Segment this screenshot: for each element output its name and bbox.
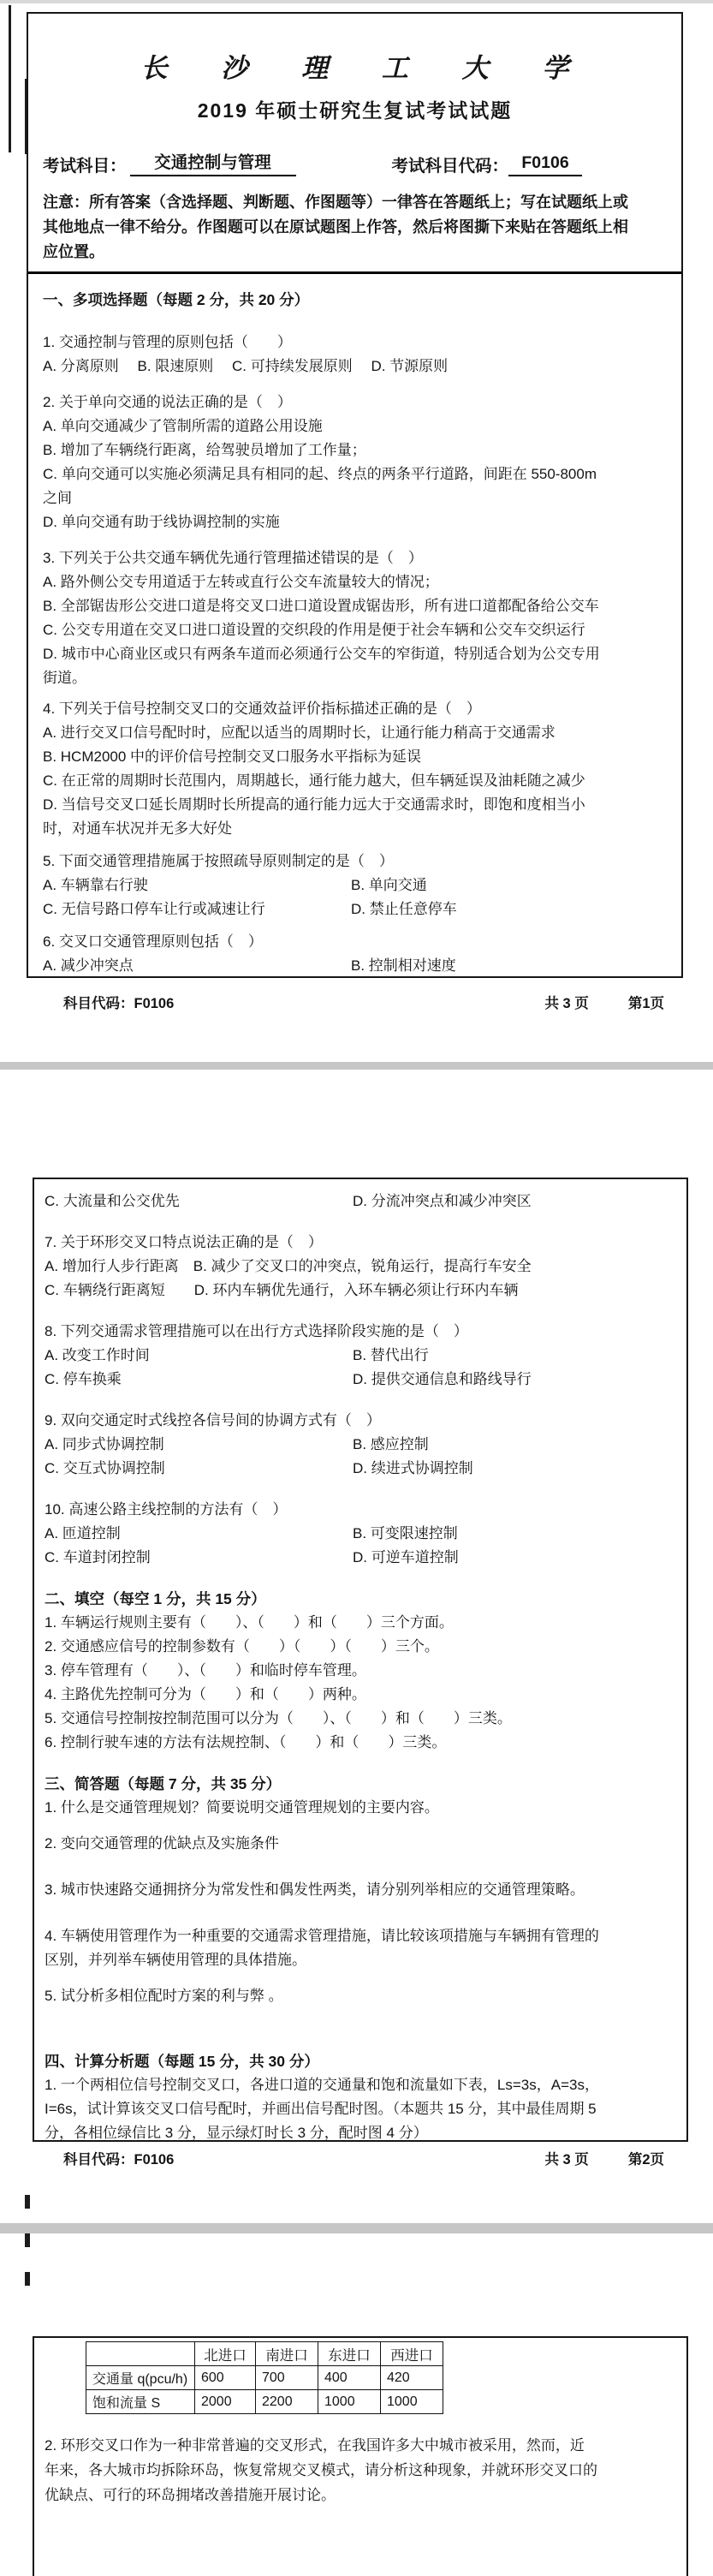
subject-code-value: F0106	[508, 153, 582, 176]
mcq-3-option-d: D. 城市中心商业区或只有两条车道而必须通行公交车的窄街道，特别适合划为公交专用	[43, 646, 600, 662]
mcq-5-options-ab	[43, 874, 667, 897]
table-header-east: 东进口	[318, 2342, 381, 2366]
mcq-8-option-a: A. 改变工作时间	[45, 1347, 150, 1363]
mcq-7-options-cd: C. 车辆绕行距离短 D. 环内车辆优先通行，入环车辆必须让行环内车辆	[45, 1282, 519, 1298]
short-3: 3. 城市快速路交通拥挤分为常发性和偶发性两类，请分别列举相应的交通管理策略。	[45, 1881, 585, 1898]
short-5: 5. 试分析多相位配时方案的利与弊 。	[45, 1988, 283, 2004]
mcq-6-option-a: A. 减少冲突点	[43, 957, 134, 974]
footer-subject-code: 科目代码：F0106	[63, 2152, 175, 2168]
mcq-3-option-c: C. 公交专用道在交叉口进口道设置的交织段的作用是便于社会车辆和公交车交织运行	[43, 622, 585, 638]
mcq-3-option-b: B. 全部锯齿形公交进口道是将交叉口进口道设置成锯齿形，所有进口道都配备给公交车	[43, 598, 599, 614]
mcq-8-stem: 8. 下列交通需求管理措施可以在出行方式选择阶段实施的是（ ）	[45, 1323, 468, 1339]
section-mcq-title: 一、多项选择题（每题 2 分，共 20 分）	[43, 291, 310, 308]
footer-page-number: 第2页	[627, 2152, 664, 2168]
volume-east: 400	[318, 2366, 381, 2390]
mcq-3-option-d-cont: 街道。	[43, 670, 86, 686]
scan-artifact	[9, 5, 11, 152]
scan-artifact	[25, 2195, 30, 2209]
mcq-6-options-ab	[43, 954, 667, 978]
table-row	[86, 2366, 443, 2390]
section-fill-title: 二、填空（每空 1 分，共 15 分）	[45, 1590, 266, 1607]
short-4: 4. 车辆使用管理作为一种重要的交通需求管理措施，请比较该项措施与车辆拥有管理的	[45, 1928, 599, 1944]
mcq-8-option-d: D. 提供交通信息和路线导行	[353, 1371, 532, 1387]
mcq-2-option-b: B. 增加了车辆绕行距离，给驾驶员增加了工作量；	[43, 442, 366, 458]
page-gap-band-1	[0, 1062, 713, 1070]
mcq-10-option-b: B. 可变限速控制	[353, 1525, 458, 1541]
mcq-6-option-d: D. 分流冲突点和减少冲突区	[353, 1193, 532, 1209]
saturation-east: 1000	[318, 2390, 381, 2414]
page-2-footer	[33, 2148, 688, 2168]
short-4-cont: 区别，并列举车辆使用管理的具体措施。	[45, 1952, 306, 1968]
volume-west: 420	[381, 2366, 443, 2390]
mcq-10-options-cd	[45, 1546, 676, 1570]
mcq-9-options-ab	[45, 1433, 676, 1457]
mcq-10-options-ab	[45, 1522, 676, 1546]
page-3-frame	[33, 2336, 688, 2576]
saturation-north: 2000	[195, 2390, 256, 2414]
mcq-3-stem: 3. 下列关于公共交通车辆优先通行管理描述错误的是（ ）	[43, 550, 423, 566]
mcq-8-option-b: B. 替代出行	[353, 1347, 429, 1363]
fill-3: 3. 停车管理有（ ）、（ ）和临时停车管理。	[45, 1662, 366, 1679]
mcq-2-option-d: D. 单向交通有助于线协调控制的实施	[43, 514, 280, 530]
row-label-volume: 交通量 q(pcu/h)	[86, 2366, 195, 2390]
mcq-4-option-d-cont: 时，对通车状况并无多大好处	[43, 820, 232, 837]
mcq-1-options: A. 分离原则 B. 限速原则 C. 可持续发展原则 D. 节源原则	[43, 358, 449, 374]
traffic-volume-table	[86, 2341, 443, 2414]
mcq-2-option-c-cont: 之间	[43, 490, 72, 506]
fill-6: 6. 控制行驶车速的方法有法规控制、（ ）和（ ）三类。	[45, 1734, 447, 1750]
calc-2-question	[45, 2433, 676, 2507]
table-corner-cell	[86, 2342, 195, 2366]
section-short-answer-title: 三、简答题（每题 7 分，共 35 分）	[45, 1775, 282, 1792]
page-gap-band-2	[0, 2223, 713, 2233]
mcq-8-options-cd	[45, 1368, 676, 1392]
footer-page-number: 第1页	[627, 996, 664, 1011]
fill-2: 2. 交通感应信号的控制参数有（ ）（ ）（ ）三个。	[45, 1638, 439, 1655]
calc-1-line3: 分，各相位绿信比 3 分，显示绿灯时长 3 分，配时图 4 分）	[45, 2125, 428, 2141]
mcq-7-options-ab: A. 增加行人步行距离 B. 减少了交叉口的冲突点，锐角运行，提高行车安全	[45, 1258, 532, 1274]
page-1-footer	[33, 992, 688, 1012]
mcq-6-options-cd	[45, 1190, 676, 1213]
short-1: 1. 什么是交通管理规划？简要说明交通管理规划的主要内容。	[45, 1799, 439, 1816]
mcq-5-option-a: A. 车辆靠右行驶	[43, 877, 148, 893]
table-header-west: 西进口	[381, 2342, 443, 2366]
table-row	[86, 2390, 443, 2414]
scan-edge-band	[0, 0, 713, 3]
volume-north: 600	[195, 2366, 256, 2390]
mcq-2-option-c: C. 单向交通可以实施必须满足具有相同的起、终点的两条平行道路，间距在 550-800m	[43, 466, 597, 482]
subject-code-label: 考试科目代码：	[391, 157, 509, 176]
fill-1: 1. 车辆运行规则主要有（ ）、（ ）和（ ）三个方面。	[45, 1614, 454, 1631]
short-2: 2. 变向交通管理的优缺点及实施条件	[45, 1835, 279, 1852]
mcq-4-stem: 4. 下列关于信号控制交叉口的交通效益评价指标描述正确的是（ ）	[43, 701, 481, 717]
mcq-9-option-d: D. 续进式协调控制	[353, 1460, 473, 1476]
notice-line: 其他地点一律不给分。作图题可以在原试题图上作答，然后将图撕下来贴在答题纸上相	[43, 218, 628, 236]
subject-label: 考试科目：	[43, 157, 127, 176]
header-divider	[28, 271, 681, 274]
calc-1-line1: 1. 一个两相位信号控制交叉口，各进口道的交通量和饱和流量如下表，Ls=3s，A=3s，	[45, 2077, 599, 2093]
mcq-4-option-a: A. 进行交叉口信号配时时，应配以适当的周期时长，让通行能力稍高于交通需求	[43, 724, 556, 741]
page-2-frame	[33, 1178, 688, 2142]
section-calc-title: 四、计算分析题（每题 15 分，共 30 分）	[45, 2053, 319, 2070]
mcq-5-stem: 5. 下面交通管理措施属于按照疏导原则制定的是（ ）	[43, 853, 394, 869]
mcq-2-option-a: A. 单向交通减少了管制所需的道路公用设施	[43, 418, 323, 434]
mcq-5-option-b: B. 单向交通	[351, 877, 427, 893]
mcq-9-stem: 9. 双向交通定时式线控各信号间的协调方式有（ ）	[45, 1412, 381, 1428]
mcq-6-option-c: C. 大流量和公交优先	[45, 1193, 180, 1209]
mcq-4-option-c: C. 在正常的周期时长范围内，周期越长，通行能力越大，但车辆延误及油耗随之减少	[43, 772, 585, 789]
table-header-row	[86, 2342, 443, 2366]
calc-2-line1: 2. 环形交叉口作为一种非常普遍的交叉形式，在我国许多大中城市被采用，然而，近	[45, 2437, 585, 2454]
notice-line: 应位置。	[43, 243, 104, 260]
mcq-6-stem: 6. 交叉口交通管理原则包括（ ）	[43, 933, 263, 950]
university-name: 长 沙 理 工 大 学	[140, 53, 591, 84]
mcq-2-stem: 2. 关于单向交通的说法正确的是（ ）	[43, 394, 292, 410]
mcq-1-stem: 1. 交通控制与管理的原则包括（ ）	[43, 334, 292, 350]
mcq-5-option-d: D. 禁止任意停车	[351, 901, 457, 917]
saturation-west: 1000	[381, 2390, 443, 2414]
calc-2-line3: 优缺点、可行的环岛拥堵改善措施开展讨论。	[45, 2487, 336, 2503]
footer-total-pages: 共 3 页	[544, 996, 589, 1011]
mcq-9-options-cd	[45, 1457, 676, 1481]
mcq-5-options-cd	[43, 897, 667, 921]
mcq-10-option-d: D. 可逆车道控制	[353, 1549, 459, 1565]
calc-1-line2: I=6s，试计算该交叉口信号配时，并画出信号配时图。（本题共 15 分，其中最佳周期 5	[45, 2101, 597, 2117]
table-header-north: 北进口	[195, 2342, 256, 2366]
mcq-10-stem: 10. 高速公路主线控制的方法有（ ）	[45, 1501, 288, 1518]
page-1-body	[43, 288, 667, 978]
mcq-4-option-b: B. HCM2000 中的评价信号控制交叉口服务水平指标为延误	[43, 748, 422, 765]
exam-notice	[43, 190, 667, 265]
scan-artifact	[25, 2272, 30, 2286]
mcq-5-option-c: C. 无信号路口停车让行或减速让行	[43, 901, 265, 917]
subject-value: 交通控制与管理	[130, 149, 296, 176]
row-label-saturation: 饱和流量 S	[86, 2390, 195, 2414]
saturation-south: 2200	[256, 2390, 318, 2414]
calc-2-line2: 年来，各大城市均拆除环岛，恢复常规交叉模式，请分析这种现象，并就环形交叉口的	[45, 2462, 597, 2478]
notice-line: 注意：所有答案（含选择题、判断题、作图题等）一律答在答题纸上；写在试题纸上或	[43, 194, 628, 211]
mcq-8-option-c: C. 停车换乘	[45, 1371, 122, 1387]
mcq-6-option-b: B. 控制相对速度	[351, 957, 456, 974]
mcq-4-option-d: D. 当信号交叉口延长周期时长所提高的通行能力远大于交通需求时，即饱和度相当小	[43, 796, 585, 813]
mcq-9-option-a: A. 同步式协调控制	[45, 1436, 164, 1452]
mcq-8-options-ab	[45, 1344, 676, 1368]
scan-artifact	[25, 2233, 30, 2247]
fill-5: 5. 交通信号控制按控制范围可以分为（ ）、（ ）和（ ）三类。	[45, 1710, 512, 1726]
page-1-frame	[27, 12, 683, 978]
exam-title: 2019 年硕士研究生复试考试试题	[197, 99, 513, 122]
mcq-10-option-c: C. 车道封闭控制	[45, 1549, 151, 1565]
mcq-10-option-a: A. 匝道控制	[45, 1525, 121, 1541]
mcq-9-option-c: C. 交互式协调控制	[45, 1460, 165, 1476]
mcq-3-option-a: A. 路外侧公交专用道适于左转或直行公交车流量较大的情况；	[43, 574, 439, 590]
volume-south: 700	[256, 2366, 318, 2390]
subject-row	[43, 149, 667, 176]
table-header-south: 南进口	[256, 2342, 318, 2366]
footer-total-pages: 共 3 页	[544, 2152, 589, 2168]
footer-subject-code: 科目代码：F0106	[63, 996, 175, 1011]
mcq-9-option-b: B. 感应控制	[353, 1436, 429, 1452]
mcq-7-stem: 7. 关于环形交叉口特点说法正确的是（ ）	[45, 1234, 323, 1250]
fill-4: 4. 主路优先控制可分为（ ）和（ ）两种。	[45, 1686, 366, 1702]
